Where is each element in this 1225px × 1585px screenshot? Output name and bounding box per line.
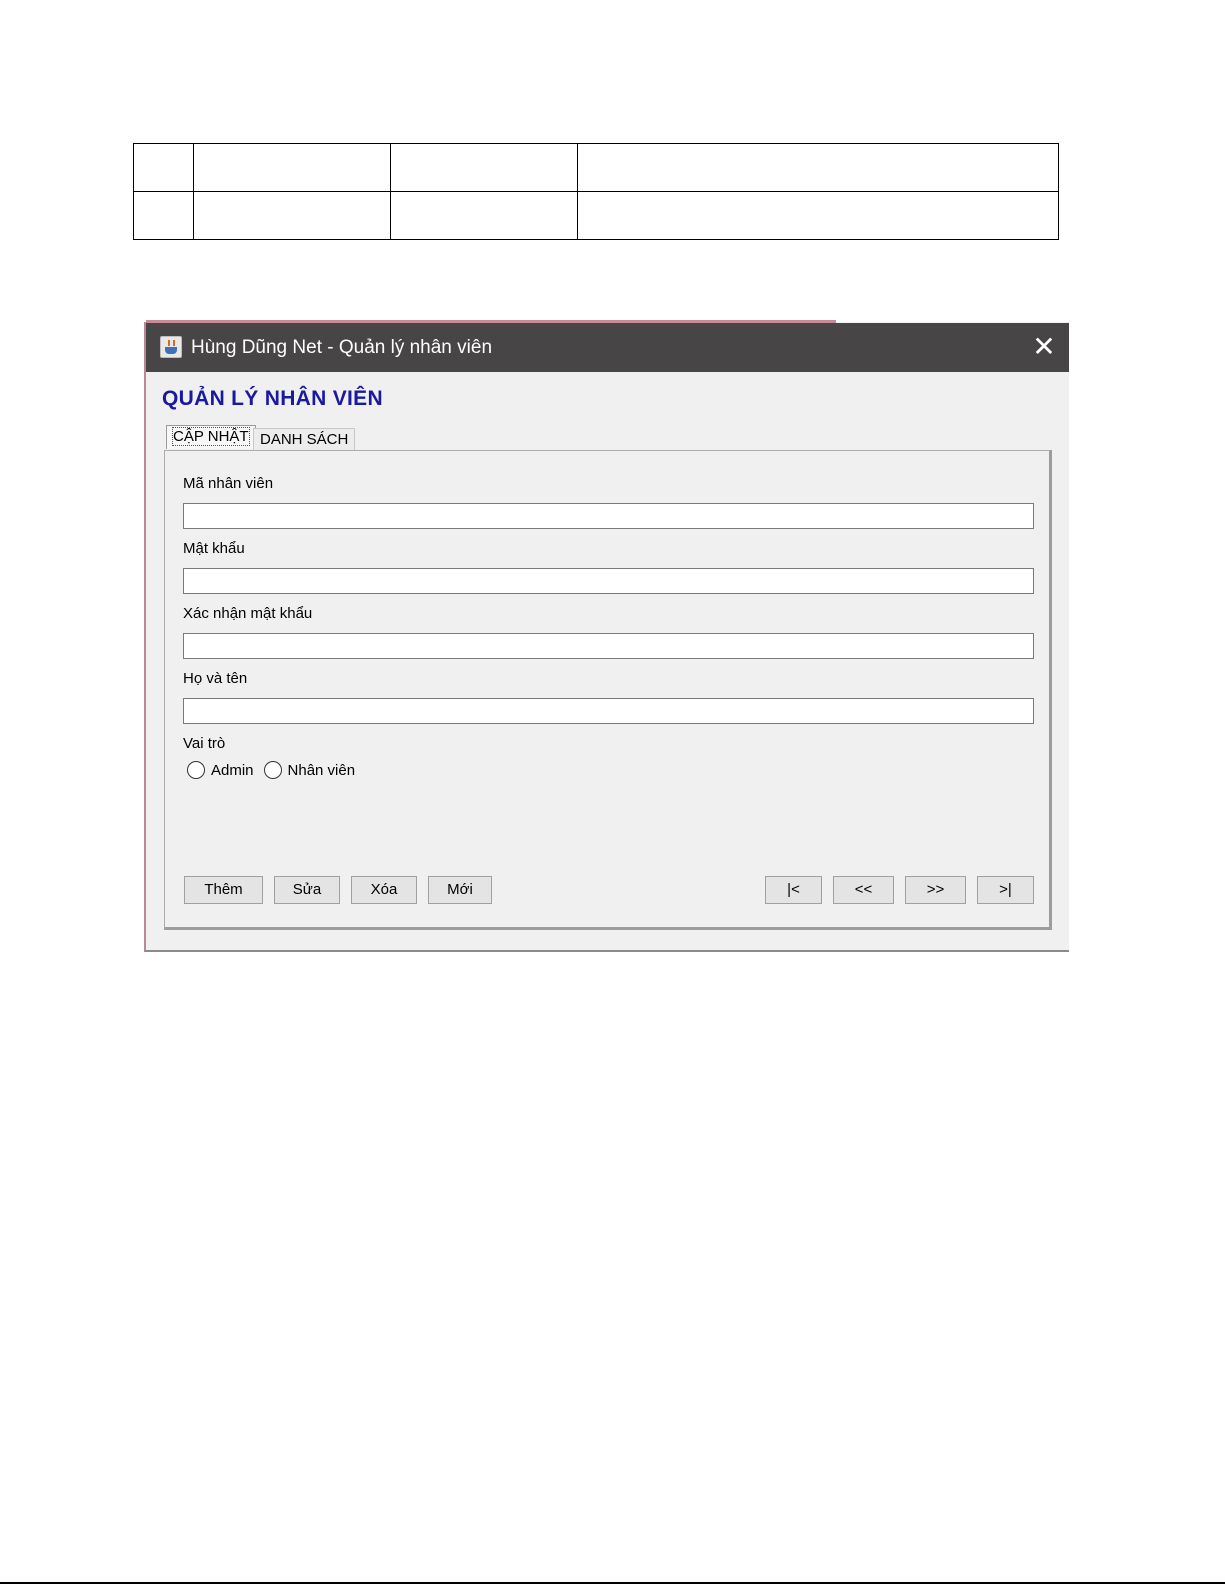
first-record-button[interactable]: |< [765,876,822,904]
employee-id-label: Mã nhân viên [183,475,274,492]
delete-button[interactable]: Xóa [351,876,417,904]
table-cell [194,144,391,192]
last-record-button[interactable]: >| [977,876,1034,904]
password-label: Mật khẩu [183,540,245,557]
full-name-label: Họ và tên [183,670,248,687]
employee-management-window [144,322,1069,952]
table-row [134,192,1059,240]
java-app-icon [160,336,182,358]
table-cell [578,144,1059,192]
employee-id-input[interactable] [183,503,1034,529]
radio-nhan-vien[interactable] [264,761,356,779]
table-cell [194,192,391,240]
confirm-password-label: Xác nhận mật khẩu [183,605,313,622]
window-title: Hùng Dũng Net - Quản lý nhân viên [191,337,493,358]
role-radio-group [187,761,365,779]
prev-record-button[interactable]: << [833,876,894,904]
table-cell [578,192,1059,240]
table-cell [134,144,194,192]
page-bottom-rule [0,1582,1225,1584]
table-cell [391,192,578,240]
edit-button[interactable]: Sửa [274,876,340,904]
close-button[interactable] [1029,330,1059,363]
tab-label: DANH SÁCH [260,431,349,448]
empty-document-table [133,143,1059,240]
add-button[interactable]: Thêm [184,876,263,904]
tab-label: CẬP NHẬT [173,428,249,445]
next-record-button[interactable]: >> [905,876,966,904]
tab-cap-nhat[interactable] [166,425,256,449]
table-cell [391,144,578,192]
full-name-input[interactable] [183,698,1034,724]
title-bar[interactable] [146,323,1069,372]
tab-danh-sach[interactable] [253,428,355,450]
table-cell [134,192,194,240]
password-input[interactable] [183,568,1034,594]
close-icon: ✕ [1032,330,1056,363]
new-button[interactable]: Mới [428,876,492,904]
radio-circle-icon[interactable] [187,761,205,779]
table-row [134,144,1059,192]
update-panel [164,450,1052,930]
confirm-password-input[interactable] [183,633,1034,659]
radio-circle-icon[interactable] [264,761,282,779]
radio-label: Admin [211,761,254,779]
page-title: QUẢN LÝ NHÂN VIÊN [162,387,383,410]
radio-admin[interactable] [187,761,254,779]
role-label: Vai trò [183,735,226,752]
radio-label: Nhân viên [287,761,356,779]
